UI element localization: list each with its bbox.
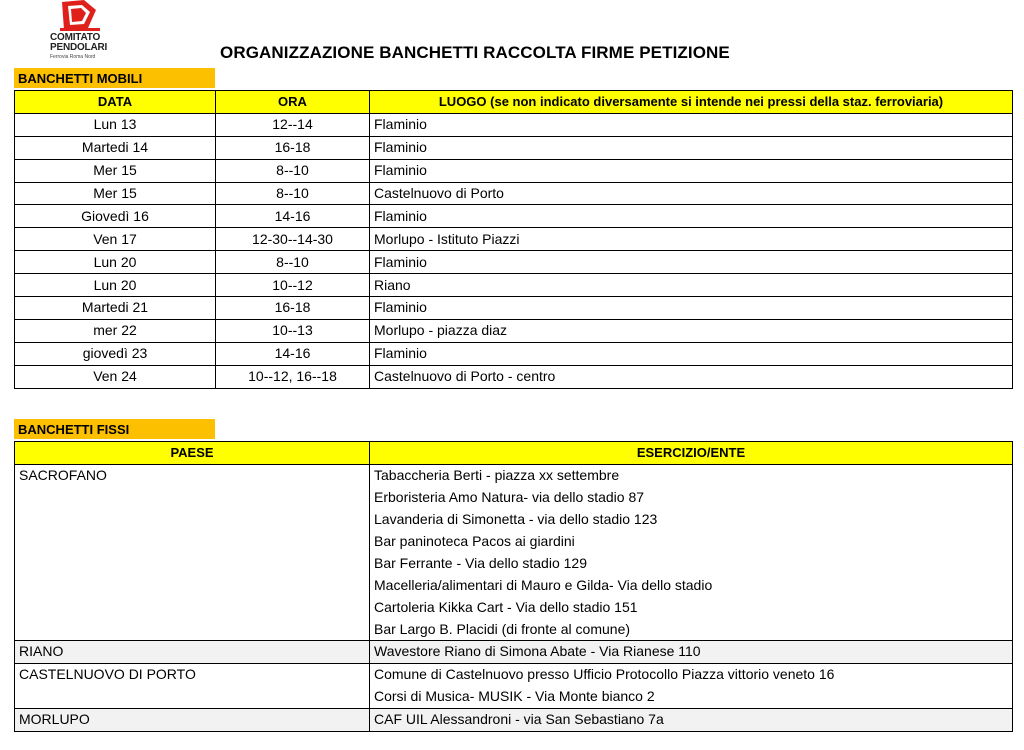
cell-data: Mer 15 [15,159,216,182]
cell-data: Lun 20 [15,274,216,297]
cell-paese [15,618,370,640]
cell-ora: 14-16 [216,342,370,365]
cell-paese: CASTELNUOVO DI PORTO [15,663,370,685]
cell-esercizio: Bar Ferrante - Via dello stadio 129 [370,552,1013,574]
cell-ora: 10--12 [216,274,370,297]
logo-text-line3: Ferrovia Roma Nord [50,54,96,60]
logo-text-line2: PENDOLARI [50,42,108,53]
cell-paese [15,552,370,574]
table-row [15,342,1013,365]
cell-luogo: Flaminio [370,136,1013,159]
cell-paese [15,686,370,708]
cell-data: Ven 17 [15,228,216,251]
cell-esercizio: Bar paninoteca Pacos ai giardini [370,531,1013,553]
cell-luogo: Flaminio [370,113,1013,136]
table-row [15,251,1013,274]
cell-luogo: Flaminio [370,297,1013,320]
section-label-fissi: BANCHETTI FISSI [14,419,215,439]
banchetti-mobili-table [14,90,1013,389]
cell-luogo: Flaminio [370,205,1013,228]
table-row [15,487,1013,509]
cell-paese [15,574,370,596]
table-row [15,618,1013,640]
section-label-mobili: BANCHETTI MOBILI [14,68,215,88]
cell-paese [15,487,370,509]
cell-ora: 16-18 [216,297,370,320]
cell-paese [15,509,370,531]
cell-ora: 14-16 [216,205,370,228]
header-paese: PAESE [15,442,370,465]
table-row [15,136,1013,159]
table-row [15,574,1013,596]
cell-data: Giovedì 16 [15,205,216,228]
cell-esercizio: Bar Largo B. Placidi (di fronte al comune) [370,618,1013,640]
page-title: ORGANIZZAZIONE BANCHETTI RACCOLTA FIRME PETIZIONE [220,43,730,62]
cell-luogo: Castelnuovo di Porto [370,182,1013,205]
cell-luogo: Morlupo - piazza diaz [370,319,1013,342]
cell-paese: RIANO [15,641,370,664]
cell-data: giovedì 23 [15,342,216,365]
cell-esercizio: Wavestore Riano di Simona Abate - Via Rianese 110 [370,641,1013,664]
cell-ora: 12-30--14-30 [216,228,370,251]
cell-ora: 10--13 [216,319,370,342]
table-row [15,531,1013,553]
table-row [15,509,1013,531]
table-row [15,708,1013,731]
cell-data: Ven 24 [15,365,216,388]
cell-ora: 12--14 [216,113,370,136]
header-ora: ORA [216,91,370,114]
table-row [15,274,1013,297]
table-row [15,365,1013,388]
logo-text-line1: COMITATO [50,32,101,43]
table-row [15,182,1013,205]
banchetti-fissi-table [14,441,1013,732]
table-row [15,663,1013,685]
table-row [15,641,1013,664]
cell-esercizio: Tabaccheria Berti - piazza xx settembre [370,464,1013,486]
cell-esercizio: Corsi di Musica- MUSIK - Via Monte bianco 2 [370,686,1013,708]
table-row [15,686,1013,708]
cell-ora: 8--10 [216,182,370,205]
cell-ora: 8--10 [216,251,370,274]
cell-esercizio: Comune di Castelnuovo presso Ufficio Protocollo Piazza vittorio veneto 16 [370,663,1013,685]
cell-ora: 10--12, 16--18 [216,365,370,388]
cell-luogo: Riano [370,274,1013,297]
cell-luogo: Flaminio [370,159,1013,182]
table-row [15,113,1013,136]
cell-ora: 16-18 [216,136,370,159]
table-header-row [15,442,1013,465]
cell-paese: SACROFANO [15,464,370,486]
cell-data: Martedi 21 [15,297,216,320]
cell-paese [15,531,370,553]
cell-data: Mer 15 [15,182,216,205]
cell-esercizio: Erboristeria Amo Natura- via dello stadio 87 [370,487,1013,509]
cell-data: mer 22 [15,319,216,342]
header-data: DATA [15,91,216,114]
table-row [15,464,1013,486]
cell-esercizio: Lavanderia di Simonetta - via dello stadio 123 [370,509,1013,531]
cell-paese: MORLUPO [15,708,370,731]
cell-esercizio: Cartoleria Kikka Cart - Via dello stadio 151 [370,596,1013,618]
table-row [15,159,1013,182]
cell-data: Martedi 14 [15,136,216,159]
table-row [15,297,1013,320]
train-logo-icon [58,0,104,32]
table-row [15,205,1013,228]
cell-data: Lun 20 [15,251,216,274]
cell-luogo: Castelnuovo di Porto - centro [370,365,1013,388]
header-esercizio: ESERCIZIO/ENTE [370,442,1013,465]
cell-paese [15,596,370,618]
cell-esercizio: CAF UIL Alessandroni - via San Sebastiano 7a [370,708,1013,731]
table-row [15,552,1013,574]
logo [50,0,112,66]
table-header-row [15,91,1013,114]
header-luogo: LUOGO (se non indicato diversamente si intende nei pressi della staz. ferroviaria) [370,91,1013,114]
cell-luogo: Flaminio [370,251,1013,274]
cell-ora: 8--10 [216,159,370,182]
cell-luogo: Morlupo - Istituto Piazzi [370,228,1013,251]
cell-data: Lun 13 [15,113,216,136]
cell-esercizio: Macelleria/alimentari di Mauro e Gilda- Via dello stadio [370,574,1013,596]
table-row [15,596,1013,618]
table-row [15,319,1013,342]
cell-luogo: Flaminio [370,342,1013,365]
table-row [15,228,1013,251]
